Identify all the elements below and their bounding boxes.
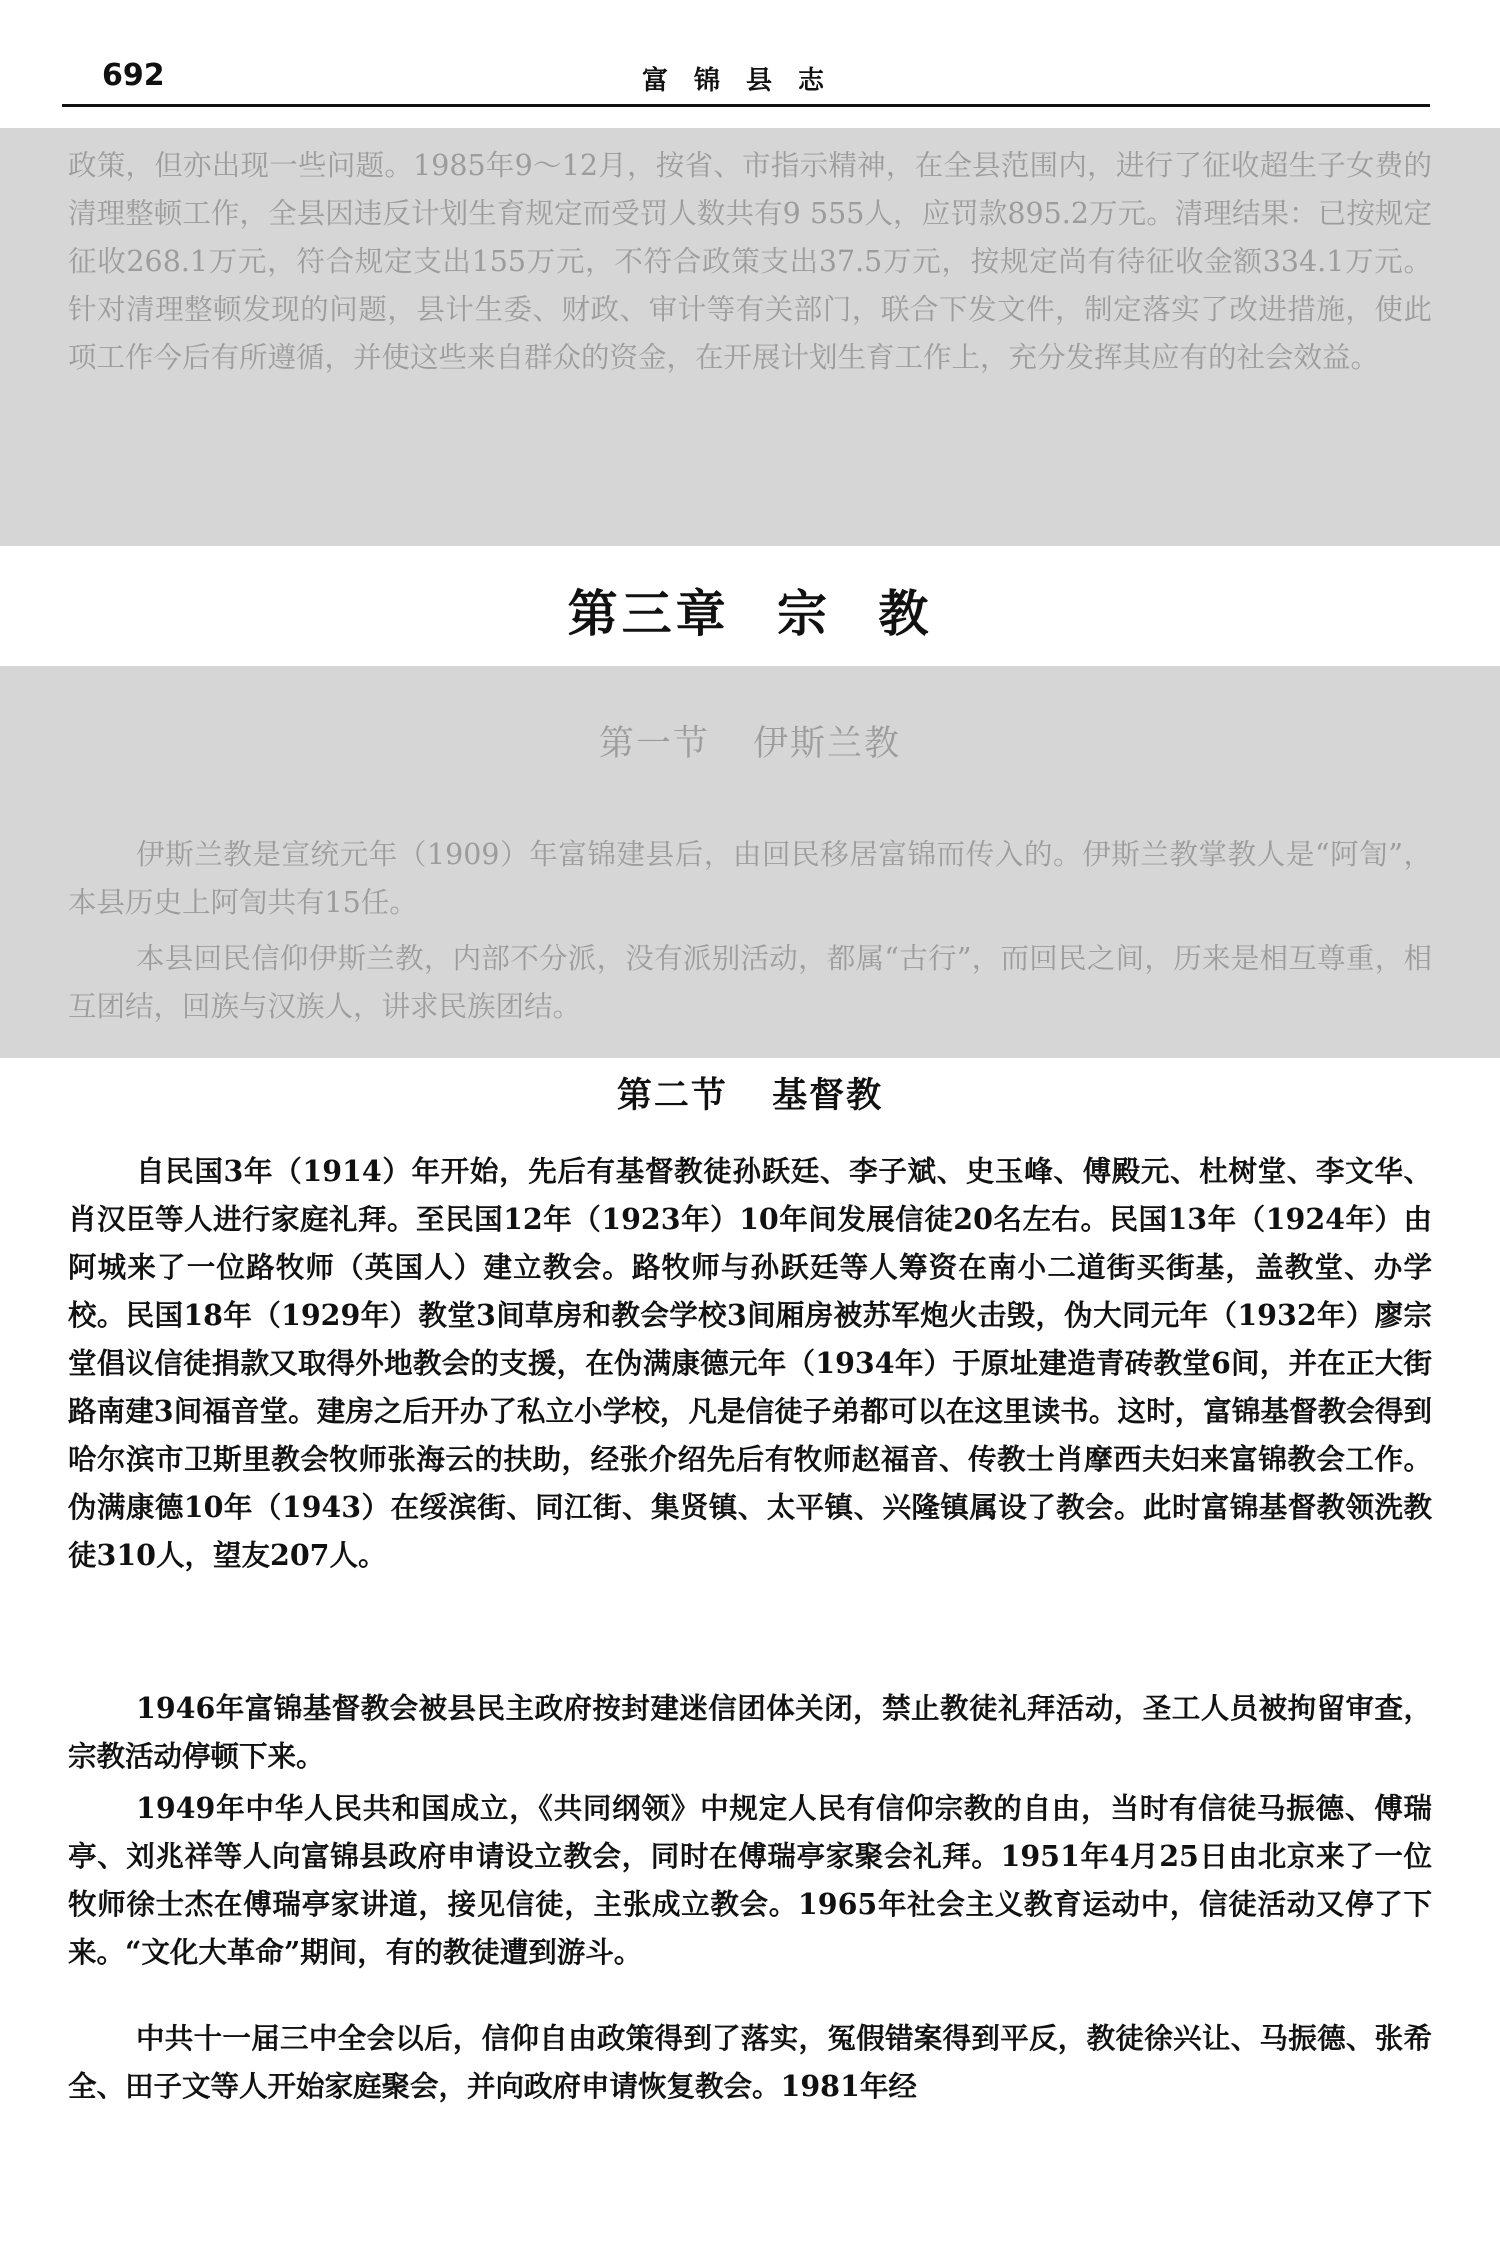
- section-2-paragraph-4: 中共十一届三中全会以后，信仰自由政策得到了落实，冤假错案得到平反，教徒徐兴让、马振德、张希全、田子文等人开始家庭聚会，并向政府申请恢复教会。1981年经: [68, 2021, 1432, 2103]
- section-1-paragraph-2: 本县回民信仰伊斯兰教，内部不分派，没有派别活动，都属“古行”，而回民之间，历来是相互尊重，相互团结，回族与汉族人，讲求民族团结。: [68, 942, 1432, 1023]
- page-number: 692: [102, 58, 165, 93]
- section-2-paragraph-1: 自民国3年（1914）年开始，先后有基督教徒孙跃廷、李子斌、史玉峰、傅殿元、杜树堂、李文华、肖汉臣等人进行家庭礼拜。至民国12年（1923年）10年间发展信徒20名左右。民国13年（1924年）由阿城来了一位路牧师（英国人）建立教会。路牧师与孙跃廷等人筹资在南小二道街买街基，盖教堂、办学校。民国18年（1929年）教堂3间草房和教会学校3间厢房被苏军炮火击毁，伪大同元年（1932年）廖宗堂倡议信徒捐款又取得外地教会的支援，在伪满康德元年（1934年）于原址建造青砖教堂6间，并在正大街路南建3间福音堂。建房之后开办了私立小学校，凡是信徒子弟都可以在这里读书。这时，富锦基督教会得到哈尔滨市卫斯里教会牧师张海云的扶助，经张介绍先后有牧师赵福音、传教士肖摩西夫妇来富锦教会工作。伪满康德10年（1943）在绥滨街、同江街、集贤镇、太平镇、兴隆镇属设了教会。此时富锦基督教领洗教徒310人，望友207人。: [68, 1154, 1432, 1572]
- chapter-title: 第三章 宗 教: [567, 584, 933, 643]
- section-1-title: 第一节 伊斯兰教: [598, 724, 902, 764]
- page-header: [62, 58, 1430, 107]
- book-title: 富锦县志: [641, 66, 850, 96]
- top-paragraph: 政策，但亦出现一些问题。1985年9～12月，按省、市指示精神，在全县范围内，进行了征收超生子女费的清理整顿工作，全县因违反计划生育规定而受罚人数共有9 555人，应罚款895.2万元。清理结果：已按规定征收268.1万元，符合规定支出155万元，不符合政策支出37.5万元，按规定尚有待征收金额334.1万元。针对清理整顿发现的问题，县计生委、财政、审计等有关部门，联合下发文件，制定落实了改进措施，使此项工作今后有所遵循，并使这些来自群众的资金，在开展计划生育工作上，充分发挥其应有的社会效益。: [68, 149, 1432, 374]
- section-2-title: 第二节 基督教: [616, 1075, 884, 1116]
- section-2-paragraph-3: 1949年中华人民共和国成立，《共同纲领》中规定人民有信仰宗教的自由，当时有信徒马振德、傅瑞亭、刘兆祥等人向富锦县政府申请设立教会，同时在傅瑞亭家聚会礼拜。1951年4月25日由北京来了一位牧师徐士杰在傅瑞亭家讲道，接见信徒，主张成立教会。1965年社会主义教育运动中，信徒活动又停了下来。“文化大革命”期间，有的教徒遭到游斗。: [68, 1791, 1432, 1969]
- section-1-paragraph-1: 伊斯兰教是宣统元年（1909）年富锦建县后，由回民移居富锦而传入的。伊斯兰教掌教人是“阿訇”，本县历史上阿訇共有15任。: [68, 838, 1432, 919]
- section-2-paragraph-2: 1946年富锦基督教会被县民主政府按封建迷信团体关闭，禁止教徒礼拜活动，圣工人员被拘留审查，宗教活动停顿下来。: [68, 1691, 1432, 1773]
